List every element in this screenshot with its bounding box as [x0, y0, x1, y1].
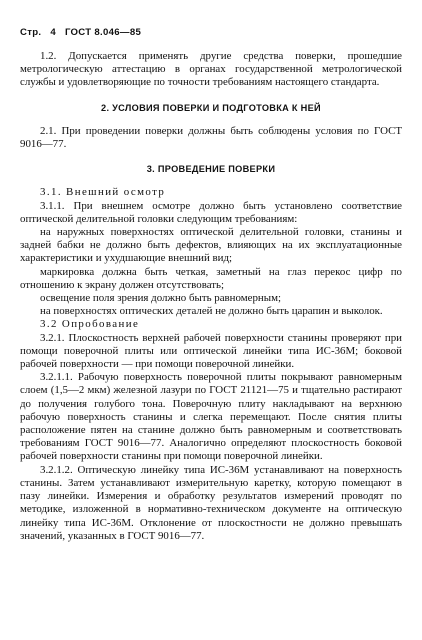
- list-item-defects: на наружных поверхностях оптической делительной головки, станины и задней бабки не должно быть дефектов, влияющих на их эксплуатационные характеристики и ухудшающие внешний вид;: [20, 226, 402, 265]
- list-item-optical-surfaces: на поверхностях оптических деталей не должно быть царапин и выколок.: [40, 305, 383, 318]
- list-item-illumination: освещение поля зрения должно быть равномерным;: [40, 292, 281, 305]
- standard-code: ГОСТ 8.046—85: [64, 27, 142, 38]
- list-item-marking: маркировка должна быть четкая, заметный на глаз перекос цифр по отношению к экрану должен отсутствовать;: [20, 265, 402, 291]
- paragraph-3-2-1-2: 3.2.1.2. Оптическую линейку типа ИС-36М устанавливают на поверхность станины. Затем устанавливают измерительную каретку, которую помещают в пазу линейки. Измерения и обработку результатов измерений проводят по методике, изложенной в нормативно-техническом документе на оптическую линейку типа ИС-36М. Отклонение от плоскостности не должно превышать значений, указанных в ГОСТ 9016—77.: [20, 463, 402, 542]
- paragraph-1-2: 1.2. Допускается применять другие средства поверки, прошедшие метрологическую аттестацию в органах государственной метрологической службы и удовлетворяющие по точности требованиям настоящего стандарта.: [20, 50, 402, 89]
- section-3-title: 3. ПРОВЕДЕНИЕ ПОВЕРКИ: [146, 164, 276, 175]
- paragraph-3-2-1: 3.2.1. Плоскостность верхней рабочей поверхности станины проверяют при помощи поверочной плиты или оптической линейки типа ИС-36М; боковой рабочей поверхности — при помощи поверочной линейки.: [20, 331, 402, 371]
- page-header: [20, 26, 402, 38]
- paragraph-3-2-1-1: 3.2.1.1. Рабочую поверхность поверочной плиты покрывают равномерным слоем (1,5—2 мкм) железной лазури по ГОСТ 21121—75 и тщательно растирают до получения голубого тона. Поверочную плиту накладывают на верхнюю рабочую поверхность станины и слегка перемещают. После снятия плиты расположение пятен на станине должно быть равномерным и соответствовать требованиям ГОСТ 9016—77. Аналогично определяют плоскостность боковой рабочей поверхности станины при помощи поверочной линейки.: [20, 371, 402, 463]
- subsection-3-2-title: 3.2 Опробование: [40, 318, 140, 331]
- page-label: Стр.: [20, 27, 42, 38]
- paragraph-2-1: 2.1. При проведении поверки должны быть соблюдены условия по ГОСТ 9016—77.: [20, 124, 402, 151]
- paragraph-3-1-1: 3.1.1. При внешнем осмотре должно быть установлено соответствие оптической делительной головки следующим требованиям:: [20, 199, 402, 225]
- subsection-3-1-title: 3.1. Внешний осмотр: [40, 186, 166, 199]
- section-2-title: 2. УСЛОВИЯ ПОВЕРКИ И ПОДГОТОВКА К НЕЙ: [101, 102, 321, 113]
- page-number: 4: [50, 27, 56, 38]
